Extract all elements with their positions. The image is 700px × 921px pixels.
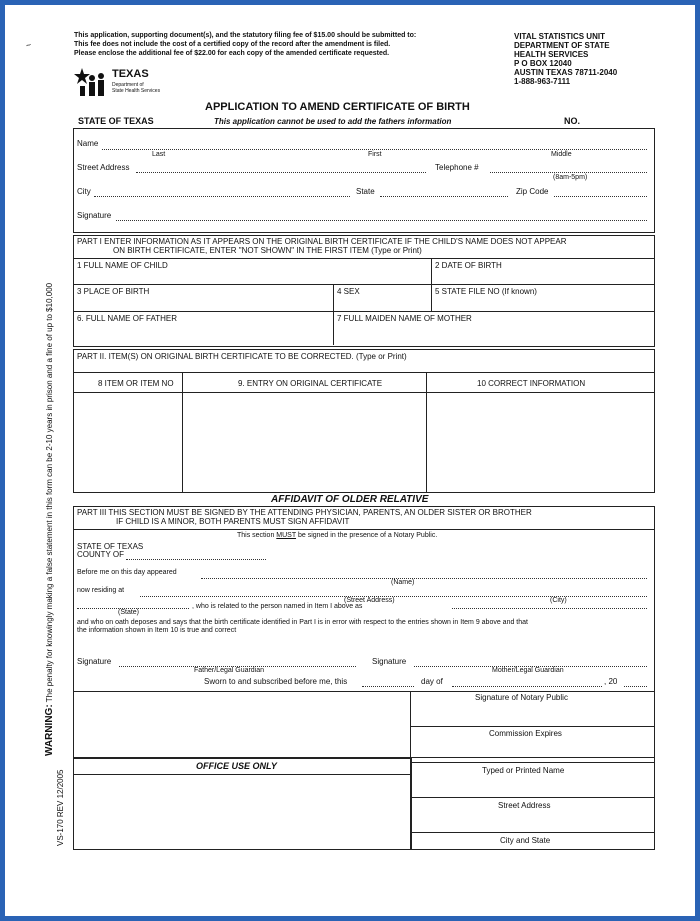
child-name-field[interactable] <box>74 270 430 283</box>
texas-dshs-logo <box>74 66 174 102</box>
zip-input[interactable] <box>554 196 647 197</box>
address-line: AUSTIN TEXAS 78711-2040 <box>514 68 618 77</box>
residing-label: now residing at <box>77 587 125 594</box>
sex-field[interactable] <box>335 296 430 310</box>
divider <box>410 726 654 727</box>
mother-name-label: 7 FULL MAIDEN NAME OF MOTHER <box>337 314 472 323</box>
hours-caption: (8am-5pm) <box>553 174 588 181</box>
state-file-no-field[interactable] <box>433 296 652 310</box>
deposes-text: and who on oath deposes and says that the birth certificate identified in Part I is in error with respect to the entries shown in Item 9 above and that <box>77 619 528 626</box>
notary-street-label: Street Address <box>498 801 551 810</box>
applicant-signature-input[interactable] <box>116 220 647 221</box>
city-caption: (City) <box>550 597 567 604</box>
address-line: VITAL STATISTICS UNIT <box>514 32 605 41</box>
divider <box>426 372 427 492</box>
divider <box>73 311 654 312</box>
place-of-birth-label: 3 PLACE OF BIRTH <box>77 287 150 296</box>
street-input[interactable] <box>136 172 426 173</box>
address-line: DEPARTMENT OF STATE <box>514 41 610 50</box>
street-label: Street Address <box>77 163 130 172</box>
date-of-birth-label: 2 DATE OF BIRTH <box>435 261 502 270</box>
form-title: APPLICATION TO AMEND CERTIFICATE OF BIRTH <box>205 101 470 113</box>
commission-label: Commission Expires <box>489 729 562 738</box>
mailing-address <box>514 32 617 86</box>
logo-text: TEXAS <box>112 68 149 80</box>
notary-notice-text: be signed in the presence of a Notary Public. <box>296 532 438 539</box>
divider <box>410 762 654 763</box>
notice-text: This application cannot be used to add the fathers information <box>214 117 452 126</box>
mother-signature-label: Signature <box>372 657 407 666</box>
warning-text <box>44 283 55 756</box>
fee-line-3: Please enclose the additional fee of $22.00 for each copy of the amended certificate requested. <box>74 50 390 57</box>
notary-notice-emphasis: MUST <box>276 532 297 539</box>
middle-caption: Middle <box>551 151 572 158</box>
place-of-birth-field[interactable] <box>74 296 332 310</box>
notary-city-state-label: City and State <box>500 836 551 845</box>
mother-name-field[interactable] <box>335 323 652 344</box>
fee-line-1: This application, supporting document(s), and the statutory filing fee of $15.00 should be submitted to: <box>74 32 417 39</box>
divider <box>73 284 654 285</box>
affidavit-title: AFFIDAVIT OF OLDER RELATIVE <box>271 494 429 505</box>
warning-label: WARNING: <box>44 704 55 756</box>
part2-heading: PART II. ITEM(S) ON ORIGINAL BIRTH CERTIFICATE TO BE CORRECTED. (Type or Print) <box>77 352 407 361</box>
relationship-input[interactable] <box>452 608 647 609</box>
office-use-title: OFFICE USE ONLY <box>196 761 277 771</box>
city-label: City <box>77 187 91 196</box>
divider <box>410 797 654 798</box>
divider <box>182 372 183 492</box>
father-name-field[interactable] <box>74 323 332 344</box>
name-input[interactable] <box>102 149 647 150</box>
original-entry-field[interactable] <box>184 393 425 490</box>
day-of-label: day of <box>421 677 443 686</box>
father-signature-label: Signature <box>77 657 112 666</box>
appeared-name-input[interactable] <box>201 578 647 579</box>
street-caption: (Street Address) <box>344 597 395 604</box>
date-of-birth-field[interactable] <box>433 270 652 283</box>
mother-caption: Mother/Legal Guardian <box>492 667 564 674</box>
telephone-input[interactable] <box>490 172 647 173</box>
warning-statement: The penalty for knowingly making a false statement in this form can be 2-10 years in prison and a fine of up to $10,000 <box>45 282 54 705</box>
state-file-no-label: 5 STATE FILE NO (If known) <box>435 287 537 296</box>
telephone-label: Telephone # <box>435 163 479 172</box>
people-star-icon <box>74 66 110 100</box>
year-label: , 20 <box>604 677 618 686</box>
address-line: 1-888-963-7111 <box>514 77 571 86</box>
divider <box>73 774 410 775</box>
zip-label: Zip Code <box>516 187 549 196</box>
item-col-header: 8 ITEM OR ITEM NO <box>98 379 174 388</box>
correct-info-col-header: 10 CORRECT INFORMATION <box>477 379 586 388</box>
divider <box>333 284 334 345</box>
form-number: VS-170 REV 12/2005 <box>56 769 65 846</box>
father-caption: Father/Legal Guardian <box>194 667 265 674</box>
part3-heading: PART III THIS SECTION MUST BE SIGNED BY THE ATTENDING PHYSICIAN, PARENTS, AN OLDER SISTER OR BROTHER <box>77 508 532 517</box>
sex-label: 4 SEX <box>337 287 360 296</box>
divider <box>73 258 654 259</box>
county-label: COUNTY OF <box>77 550 124 559</box>
part1-heading: PART I ENTER INFORMATION AS IT APPEARS ON THE ORIGINAL BIRTH CERTIFICATE IF THE CHILD'S NAME DOES NOT APPEAR <box>77 237 567 246</box>
part3-heading-2: IF CHILD IS A MINOR, BOTH PARENTS MUST SIGN AFFIDAVIT <box>116 517 350 526</box>
divider <box>73 529 654 530</box>
signature-label: Signature <box>77 211 112 220</box>
notary-signature-label: Signature of Notary Public <box>475 693 568 702</box>
item-entry-field[interactable] <box>74 393 181 490</box>
sworn-month-input[interactable] <box>452 686 602 687</box>
city-input[interactable] <box>94 196 350 197</box>
form-page <box>6 6 686 911</box>
part1-heading-2: ON BIRTH CERTIFICATE, ENTER "NOT SHOWN" IN THE FIRST ITEM (Type or Print) <box>113 246 422 255</box>
first-caption: First <box>368 151 382 158</box>
address-line: HEALTH SERVICES <box>514 50 589 59</box>
notary-notice <box>237 532 437 539</box>
sworn-year-input[interactable] <box>624 686 647 687</box>
related-label: , who is related to the person named in Item I above as <box>192 603 363 610</box>
number-label: NO. <box>564 116 581 126</box>
original-entry-col-header: 9. ENTRY ON ORIGINAL CERTIFICATE <box>238 379 383 388</box>
affidavit-state: STATE OF TEXAS <box>77 542 144 551</box>
state-label: STATE OF TEXAS <box>78 116 154 126</box>
before-me-label: Before me on this day appeared <box>77 569 177 576</box>
father-name-label: 6. FULL NAME OF FATHER <box>77 314 178 323</box>
divider <box>431 258 432 311</box>
state-field-label: State <box>356 187 375 196</box>
address-line: P O BOX 12040 <box>514 59 572 68</box>
last-caption: Last <box>152 151 166 158</box>
divider <box>410 832 654 833</box>
county-input[interactable] <box>126 559 266 560</box>
logo-subtext: State Health Services <box>112 88 161 94</box>
correct-info-field[interactable] <box>428 393 652 490</box>
state-input[interactable] <box>380 196 508 197</box>
name-caption: (Name) <box>391 579 415 586</box>
fee-line-2: This fee does not include the cost of a certified copy of the record after the amendment is filed. <box>74 41 391 48</box>
deposes-text-2: the information shown in Item 10 is true and correct <box>77 627 237 634</box>
sworn-text: Sworn to and subscribed before me, this <box>204 677 348 686</box>
pen-mark: ~ <box>24 39 33 51</box>
sworn-day-input[interactable] <box>362 686 414 687</box>
child-name-label: 1 FULL NAME OF CHILD <box>77 261 168 270</box>
notary-notice-text: This section <box>237 532 277 539</box>
office-use-section <box>73 758 412 850</box>
logo-subtext: Department of <box>112 82 144 88</box>
typed-name-label: Typed or Printed Name <box>482 766 565 775</box>
state-caption: (State) <box>118 609 140 616</box>
divider <box>73 372 654 373</box>
name-label: Name <box>77 139 99 148</box>
